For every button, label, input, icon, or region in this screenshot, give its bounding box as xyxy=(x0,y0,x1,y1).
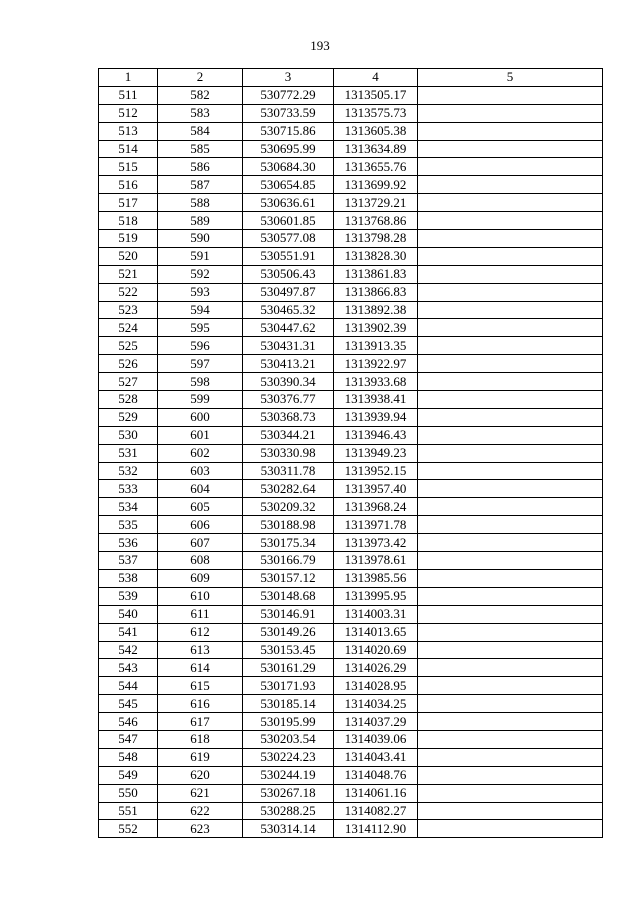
coordinate-x-cell: 530431.31 xyxy=(243,337,334,355)
index-cell: 585 xyxy=(158,140,243,158)
table-row xyxy=(99,605,603,623)
coordinate-y-cell: 1313985.56 xyxy=(334,569,418,587)
coordinate-y-cell: 1313971.78 xyxy=(334,516,418,534)
table-row xyxy=(99,176,603,194)
coordinate-y-cell: 1314043.41 xyxy=(334,748,418,766)
point-number-cell: 537 xyxy=(99,552,158,570)
note-cell xyxy=(418,122,603,140)
header-row xyxy=(99,69,603,87)
index-cell: 623 xyxy=(158,820,243,838)
coordinate-y-cell: 1313922.97 xyxy=(334,355,418,373)
index-cell: 614 xyxy=(158,659,243,677)
point-number-cell: 536 xyxy=(99,534,158,552)
table-row xyxy=(99,426,603,444)
table-row xyxy=(99,265,603,283)
point-number-cell: 511 xyxy=(99,86,158,104)
index-cell: 621 xyxy=(158,784,243,802)
point-number-cell: 532 xyxy=(99,462,158,480)
table-row xyxy=(99,659,603,677)
note-cell xyxy=(418,480,603,498)
note-cell xyxy=(418,516,603,534)
coordinates-table xyxy=(98,68,603,838)
table-row xyxy=(99,569,603,587)
index-cell: 612 xyxy=(158,623,243,641)
point-number-cell: 518 xyxy=(99,212,158,230)
point-number-cell: 525 xyxy=(99,337,158,355)
index-cell: 592 xyxy=(158,265,243,283)
coordinate-x-cell: 530244.19 xyxy=(243,766,334,784)
point-number-cell: 529 xyxy=(99,408,158,426)
table-row xyxy=(99,730,603,748)
coordinate-x-cell: 530506.43 xyxy=(243,265,334,283)
index-cell: 611 xyxy=(158,605,243,623)
coordinate-y-cell: 1313828.30 xyxy=(334,247,418,265)
note-cell xyxy=(418,659,603,677)
table-row xyxy=(99,122,603,140)
table-row xyxy=(99,498,603,516)
note-cell xyxy=(418,784,603,802)
note-cell xyxy=(418,534,603,552)
index-cell: 610 xyxy=(158,587,243,605)
coordinate-y-cell: 1314112.90 xyxy=(334,820,418,838)
index-cell: 600 xyxy=(158,408,243,426)
table-row xyxy=(99,677,603,695)
point-number-cell: 513 xyxy=(99,122,158,140)
point-number-cell: 530 xyxy=(99,426,158,444)
coordinate-x-cell: 530654.85 xyxy=(243,176,334,194)
table-row xyxy=(99,480,603,498)
point-number-cell: 545 xyxy=(99,695,158,713)
note-cell xyxy=(418,623,603,641)
point-number-cell: 531 xyxy=(99,444,158,462)
table-row xyxy=(99,587,603,605)
coordinate-y-cell: 1313866.83 xyxy=(334,283,418,301)
table-header xyxy=(99,69,603,87)
note-cell xyxy=(418,695,603,713)
coordinate-y-cell: 1313973.42 xyxy=(334,534,418,552)
coordinate-y-cell: 1313938.41 xyxy=(334,391,418,409)
note-cell xyxy=(418,713,603,731)
table-row xyxy=(99,516,603,534)
index-cell: 608 xyxy=(158,552,243,570)
note-cell xyxy=(418,552,603,570)
coordinate-x-cell: 530188.98 xyxy=(243,516,334,534)
coordinate-x-cell: 530224.23 xyxy=(243,748,334,766)
index-cell: 601 xyxy=(158,426,243,444)
coordinate-x-cell: 530149.26 xyxy=(243,623,334,641)
point-number-cell: 546 xyxy=(99,713,158,731)
index-cell: 602 xyxy=(158,444,243,462)
point-number-cell: 521 xyxy=(99,265,158,283)
coordinate-y-cell: 1314037.29 xyxy=(334,713,418,731)
note-cell xyxy=(418,444,603,462)
table-row xyxy=(99,158,603,176)
coordinate-y-cell: 1314013.65 xyxy=(334,623,418,641)
table-row xyxy=(99,802,603,820)
coordinate-y-cell: 1314048.76 xyxy=(334,766,418,784)
coordinate-x-cell: 530344.21 xyxy=(243,426,334,444)
coordinate-y-cell: 1314003.31 xyxy=(334,605,418,623)
note-cell xyxy=(418,748,603,766)
coordinate-y-cell: 1314026.29 xyxy=(334,659,418,677)
coordinate-y-cell: 1313978.61 xyxy=(334,552,418,570)
coordinate-y-cell: 1313605.38 xyxy=(334,122,418,140)
table-row xyxy=(99,552,603,570)
note-cell xyxy=(418,176,603,194)
note-cell xyxy=(418,194,603,212)
coordinate-x-cell: 530282.64 xyxy=(243,480,334,498)
coordinate-x-cell: 530465.32 xyxy=(243,301,334,319)
table-row xyxy=(99,391,603,409)
coordinate-x-cell: 530314.14 xyxy=(243,820,334,838)
note-cell xyxy=(418,283,603,301)
index-cell: 584 xyxy=(158,122,243,140)
coordinate-y-cell: 1313699.92 xyxy=(334,176,418,194)
point-number-cell: 542 xyxy=(99,641,158,659)
point-number-cell: 534 xyxy=(99,498,158,516)
coordinate-x-cell: 530175.34 xyxy=(243,534,334,552)
index-cell: 588 xyxy=(158,194,243,212)
table-row xyxy=(99,641,603,659)
point-number-cell: 541 xyxy=(99,623,158,641)
index-cell: 595 xyxy=(158,319,243,337)
point-number-cell: 533 xyxy=(99,480,158,498)
index-cell: 605 xyxy=(158,498,243,516)
table-row xyxy=(99,444,603,462)
coordinate-y-cell: 1313634.89 xyxy=(334,140,418,158)
table-row xyxy=(99,534,603,552)
point-number-cell: 512 xyxy=(99,104,158,122)
coordinate-x-cell: 530161.29 xyxy=(243,659,334,677)
page-number: 193 xyxy=(310,38,330,53)
index-cell: 598 xyxy=(158,373,243,391)
coordinate-y-cell: 1313505.17 xyxy=(334,86,418,104)
column-header-2: 2 xyxy=(158,69,243,87)
index-cell: 619 xyxy=(158,748,243,766)
point-number-cell: 524 xyxy=(99,319,158,337)
coordinate-x-cell: 530772.29 xyxy=(243,86,334,104)
point-number-cell: 526 xyxy=(99,355,158,373)
table-row xyxy=(99,373,603,391)
point-number-cell: 516 xyxy=(99,176,158,194)
index-cell: 587 xyxy=(158,176,243,194)
table-row xyxy=(99,748,603,766)
point-number-cell: 548 xyxy=(99,748,158,766)
coordinate-x-cell: 530636.61 xyxy=(243,194,334,212)
column-header-5: 5 xyxy=(418,69,603,87)
note-cell xyxy=(418,337,603,355)
index-cell: 613 xyxy=(158,641,243,659)
coordinate-y-cell: 1313968.24 xyxy=(334,498,418,516)
point-number-cell: 543 xyxy=(99,659,158,677)
coordinate-x-cell: 530684.30 xyxy=(243,158,334,176)
table-row xyxy=(99,212,603,230)
note-cell xyxy=(418,391,603,409)
table-row xyxy=(99,355,603,373)
coordinate-y-cell: 1314082.27 xyxy=(334,802,418,820)
coordinate-y-cell: 1313729.21 xyxy=(334,194,418,212)
index-cell: 604 xyxy=(158,480,243,498)
coordinate-x-cell: 530413.21 xyxy=(243,355,334,373)
index-cell: 607 xyxy=(158,534,243,552)
table-row xyxy=(99,104,603,122)
coordinate-y-cell: 1313995.95 xyxy=(334,587,418,605)
note-cell xyxy=(418,104,603,122)
note-cell xyxy=(418,247,603,265)
index-cell: 603 xyxy=(158,462,243,480)
point-number-cell: 539 xyxy=(99,587,158,605)
coordinate-y-cell: 1313946.43 xyxy=(334,426,418,444)
point-number-cell: 523 xyxy=(99,301,158,319)
point-number-cell: 514 xyxy=(99,140,158,158)
note-cell xyxy=(418,605,603,623)
table-row xyxy=(99,713,603,731)
index-cell: 599 xyxy=(158,391,243,409)
table-row xyxy=(99,695,603,713)
coordinate-y-cell: 1313768.86 xyxy=(334,212,418,230)
coordinate-x-cell: 530153.45 xyxy=(243,641,334,659)
table-row xyxy=(99,283,603,301)
table-row xyxy=(99,194,603,212)
coordinate-x-cell: 530601.85 xyxy=(243,212,334,230)
index-cell: 591 xyxy=(158,247,243,265)
table-row xyxy=(99,247,603,265)
coordinate-y-cell: 1313861.83 xyxy=(334,265,418,283)
coordinate-x-cell: 530695.99 xyxy=(243,140,334,158)
coordinate-y-cell: 1314039.06 xyxy=(334,730,418,748)
table-row xyxy=(99,301,603,319)
point-number-cell: 515 xyxy=(99,158,158,176)
note-cell xyxy=(418,587,603,605)
coordinate-x-cell: 530185.14 xyxy=(243,695,334,713)
point-number-cell: 544 xyxy=(99,677,158,695)
note-cell xyxy=(418,355,603,373)
coordinate-x-cell: 530195.99 xyxy=(243,713,334,731)
note-cell xyxy=(418,569,603,587)
column-header-3: 3 xyxy=(243,69,334,87)
note-cell xyxy=(418,140,603,158)
note-cell xyxy=(418,820,603,838)
point-number-cell: 547 xyxy=(99,730,158,748)
coordinate-y-cell: 1313902.39 xyxy=(334,319,418,337)
coordinate-x-cell: 530733.59 xyxy=(243,104,334,122)
coordinate-x-cell: 530209.32 xyxy=(243,498,334,516)
index-cell: 618 xyxy=(158,730,243,748)
note-cell xyxy=(418,426,603,444)
note-cell xyxy=(418,641,603,659)
coordinate-x-cell: 530146.91 xyxy=(243,605,334,623)
coordinate-y-cell: 1313957.40 xyxy=(334,480,418,498)
point-number-cell: 522 xyxy=(99,283,158,301)
index-cell: 586 xyxy=(158,158,243,176)
table-row xyxy=(99,766,603,784)
coordinate-x-cell: 530390.34 xyxy=(243,373,334,391)
note-cell xyxy=(418,408,603,426)
note-cell xyxy=(418,766,603,784)
note-cell xyxy=(418,498,603,516)
point-number-cell: 528 xyxy=(99,391,158,409)
table-row xyxy=(99,230,603,248)
index-cell: 582 xyxy=(158,86,243,104)
note-cell xyxy=(418,677,603,695)
index-cell: 590 xyxy=(158,230,243,248)
note-cell xyxy=(418,212,603,230)
point-number-cell: 517 xyxy=(99,194,158,212)
coordinate-x-cell: 530497.87 xyxy=(243,283,334,301)
coordinate-y-cell: 1313575.73 xyxy=(334,104,418,122)
index-cell: 597 xyxy=(158,355,243,373)
note-cell xyxy=(418,230,603,248)
coordinate-y-cell: 1314034.25 xyxy=(334,695,418,713)
point-number-cell: 550 xyxy=(99,784,158,802)
index-cell: 589 xyxy=(158,212,243,230)
coordinate-x-cell: 530376.77 xyxy=(243,391,334,409)
point-number-cell: 520 xyxy=(99,247,158,265)
coordinate-x-cell: 530715.86 xyxy=(243,122,334,140)
point-number-cell: 552 xyxy=(99,820,158,838)
index-cell: 615 xyxy=(158,677,243,695)
index-cell: 593 xyxy=(158,283,243,301)
note-cell xyxy=(418,158,603,176)
coordinate-x-cell: 530368.73 xyxy=(243,408,334,426)
coordinate-x-cell: 530311.78 xyxy=(243,462,334,480)
coordinate-x-cell: 530166.79 xyxy=(243,552,334,570)
coordinate-y-cell: 1314020.69 xyxy=(334,641,418,659)
note-cell xyxy=(418,802,603,820)
column-header-4: 4 xyxy=(334,69,418,87)
table-row xyxy=(99,820,603,838)
column-header-1: 1 xyxy=(99,69,158,87)
coordinate-y-cell: 1313952.15 xyxy=(334,462,418,480)
coordinate-x-cell: 530288.25 xyxy=(243,802,334,820)
table-row xyxy=(99,408,603,426)
table-body xyxy=(99,86,603,837)
note-cell xyxy=(418,373,603,391)
note-cell xyxy=(418,462,603,480)
point-number-cell: 535 xyxy=(99,516,158,534)
coordinate-x-cell: 530148.68 xyxy=(243,587,334,605)
coordinate-x-cell: 530267.18 xyxy=(243,784,334,802)
index-cell: 596 xyxy=(158,337,243,355)
coordinate-y-cell: 1313655.76 xyxy=(334,158,418,176)
index-cell: 609 xyxy=(158,569,243,587)
coordinate-x-cell: 530157.12 xyxy=(243,569,334,587)
index-cell: 594 xyxy=(158,301,243,319)
coordinate-x-cell: 530330.98 xyxy=(243,444,334,462)
note-cell xyxy=(418,301,603,319)
point-number-cell: 549 xyxy=(99,766,158,784)
note-cell xyxy=(418,265,603,283)
point-number-cell: 540 xyxy=(99,605,158,623)
point-number-cell: 538 xyxy=(99,569,158,587)
coordinate-x-cell: 530171.93 xyxy=(243,677,334,695)
table-row xyxy=(99,462,603,480)
table-row xyxy=(99,623,603,641)
coordinate-y-cell: 1314028.95 xyxy=(334,677,418,695)
table-row xyxy=(99,319,603,337)
index-cell: 616 xyxy=(158,695,243,713)
coordinate-x-cell: 530551.91 xyxy=(243,247,334,265)
table-row xyxy=(99,86,603,104)
table-row xyxy=(99,337,603,355)
index-cell: 583 xyxy=(158,104,243,122)
coordinate-y-cell: 1313798.28 xyxy=(334,230,418,248)
note-cell xyxy=(418,730,603,748)
note-cell xyxy=(418,86,603,104)
coordinate-x-cell: 530203.54 xyxy=(243,730,334,748)
index-cell: 617 xyxy=(158,713,243,731)
index-cell: 620 xyxy=(158,766,243,784)
index-cell: 622 xyxy=(158,802,243,820)
note-cell xyxy=(418,319,603,337)
table-row xyxy=(99,140,603,158)
coordinate-y-cell: 1313933.68 xyxy=(334,373,418,391)
coordinate-y-cell: 1313913.35 xyxy=(334,337,418,355)
table-row xyxy=(99,784,603,802)
index-cell: 606 xyxy=(158,516,243,534)
coordinate-y-cell: 1313939.94 xyxy=(334,408,418,426)
coordinate-y-cell: 1313892.38 xyxy=(334,301,418,319)
coordinate-y-cell: 1314061.16 xyxy=(334,784,418,802)
coordinate-x-cell: 530447.62 xyxy=(243,319,334,337)
point-number-cell: 551 xyxy=(99,802,158,820)
point-number-cell: 527 xyxy=(99,373,158,391)
coordinate-y-cell: 1313949.23 xyxy=(334,444,418,462)
point-number-cell: 519 xyxy=(99,230,158,248)
coordinate-x-cell: 530577.08 xyxy=(243,230,334,248)
